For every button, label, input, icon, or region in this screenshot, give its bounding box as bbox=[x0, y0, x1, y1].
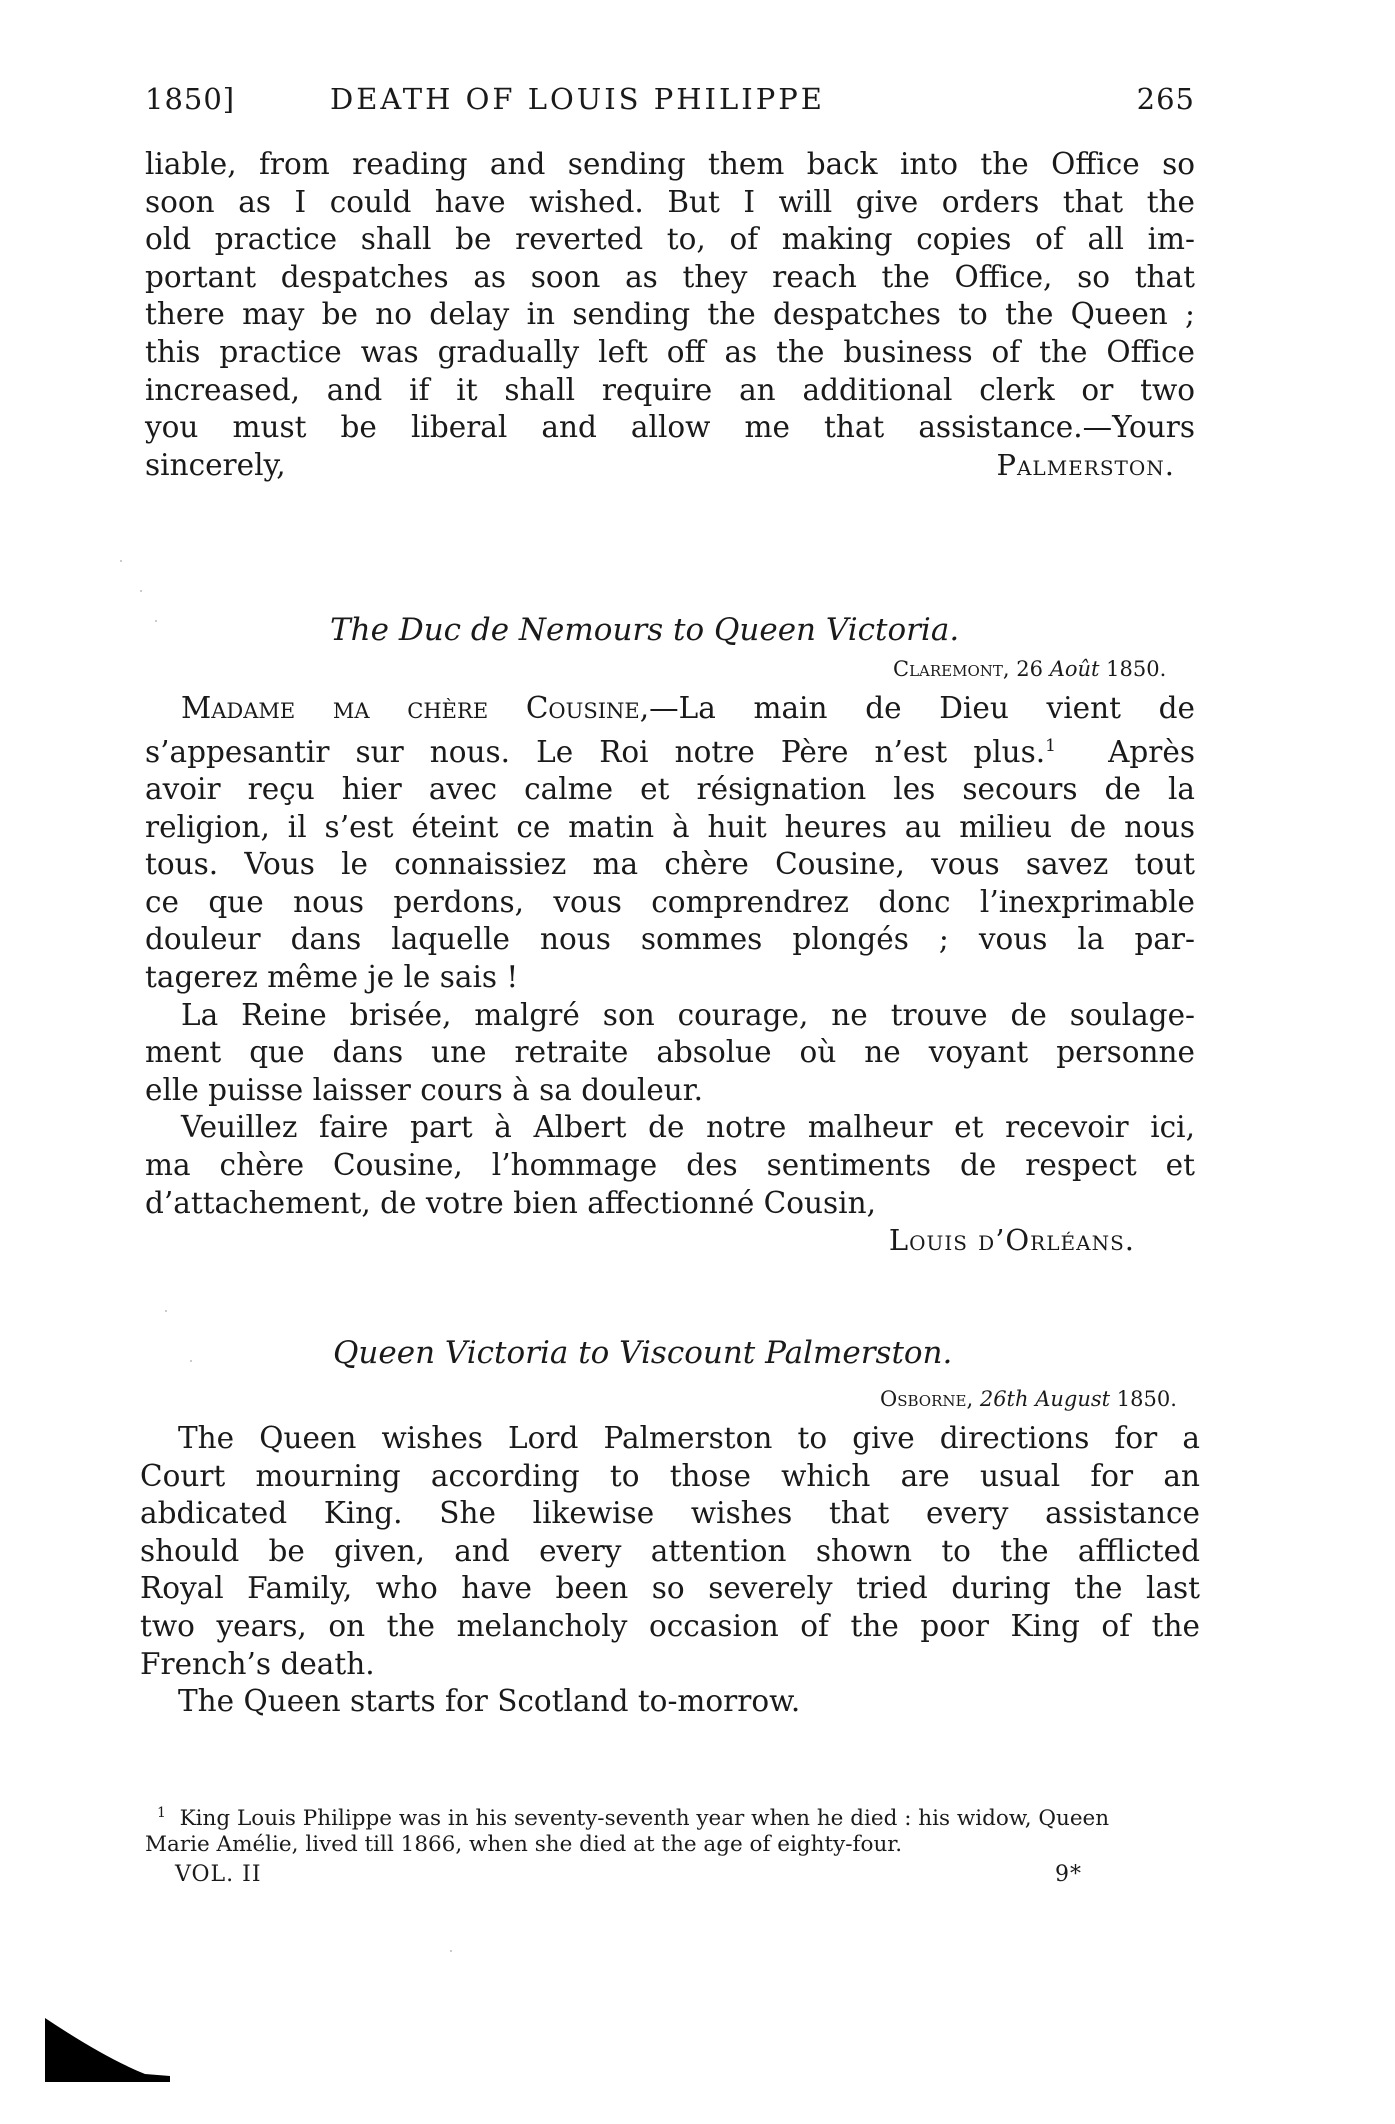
text-line: soon as I could have wished. But I will give orders that the bbox=[145, 184, 1195, 219]
text-fragment: s’appesantir sur nous. Le Roi notre Père n’est plus. bbox=[145, 734, 1046, 769]
page-edge-arrow-icon bbox=[45, 2018, 170, 2082]
closing: sincerely, bbox=[145, 447, 286, 482]
text-line: The Queen starts for Scotland to-morrow. bbox=[178, 1684, 801, 1719]
text-line bbox=[145, 690, 1195, 728]
scan-speck bbox=[120, 560, 122, 562]
page-number: 265 bbox=[1136, 82, 1195, 116]
text-line: d’attachement, de votre bien affectionné Cousin, bbox=[145, 1185, 876, 1220]
letter3-body bbox=[140, 1420, 1200, 1721]
text-line: portant despatches as soon as they reach the Office, so that bbox=[145, 259, 1195, 294]
text-line: tagerez même je le sais ! bbox=[145, 959, 519, 994]
salutation: Madame ma chère Cousine, bbox=[181, 691, 650, 725]
scan-speck bbox=[155, 620, 157, 622]
text-line: Royal Family, who have been so severely tried during the last bbox=[140, 1571, 1200, 1606]
dateline-day: 26th bbox=[979, 1387, 1029, 1411]
text-line: ma chère Cousine, l’hommage des sentiments de respect et bbox=[145, 1147, 1195, 1182]
text-line: The Queen wishes Lord Palmerston to give directions for a bbox=[178, 1421, 1200, 1455]
text-line: avoir reçu hier avec calme et résignation les secours de la bbox=[145, 772, 1195, 807]
text-line: should be given, and every attention shown to the afflicted bbox=[140, 1533, 1200, 1568]
text-line: religion, il s’est éteint ce matin à huit heures au milieu de nous bbox=[145, 809, 1195, 844]
dateline-year: 1850. bbox=[1116, 1387, 1177, 1411]
scan-speck bbox=[140, 590, 142, 592]
running-title: DEATH OF LOUIS PHILIPPE bbox=[330, 82, 825, 116]
arrow-shape bbox=[45, 2018, 170, 2082]
letter2-body bbox=[145, 690, 1195, 1260]
text-line: elle puisse laisser cours à sa douleur. bbox=[145, 1072, 704, 1107]
text-line: abdicated King. She likewise wishes that every assistance bbox=[140, 1496, 1200, 1531]
signature-palmerston: Palmerston. bbox=[996, 447, 1175, 482]
text-line: Court mourning according to those which are usual for an bbox=[140, 1458, 1200, 1493]
text-line: French’s death. bbox=[140, 1646, 375, 1681]
text-line: liable, from reading and sending them back into the Office so bbox=[145, 147, 1195, 181]
text-fragment: Après bbox=[1056, 734, 1195, 769]
dateline-place: Claremont, bbox=[893, 657, 1010, 681]
signature-louis-dorleans: Louis d’Orléans. bbox=[888, 1223, 1135, 1258]
footnote-line: Marie Amélie, lived till 1866, when she died at the age of eighty-four. bbox=[145, 1832, 903, 1858]
footnote-ref[interactable]: 1 bbox=[1045, 735, 1056, 756]
text-line: you must be liberal and allow me that assistance.—Yours bbox=[145, 410, 1195, 445]
text-line: there may be no delay in sending the despatches to the Queen ; bbox=[145, 297, 1195, 332]
text-line: this practice was gradually left off as the business of the Office bbox=[145, 334, 1195, 369]
letter2-heading: The Duc de Nemours to Queen Victoria. bbox=[330, 612, 960, 648]
letter1-body bbox=[145, 146, 1195, 484]
text-line: La Reine brisée, malgré son courage, ne trouve de soulage- bbox=[181, 997, 1195, 1032]
text-line: douleur dans laquelle nous sommes plongés ; vous la par- bbox=[145, 922, 1195, 957]
text-line: tous. Vous le connaissiez ma chère Cousine, vous savez tout bbox=[145, 847, 1195, 882]
footnote-text: King Louis Philippe was in his seventy-seventh year when he died : his widow, Queen bbox=[179, 1806, 1110, 1832]
running-header bbox=[145, 82, 1195, 116]
header-year: 1850] bbox=[145, 82, 236, 116]
text-line: two years, on the melancholy occasion of the poor King of the bbox=[140, 1608, 1200, 1643]
letter3-dateline bbox=[880, 1387, 1177, 1411]
letter2-dateline bbox=[893, 657, 1166, 681]
dateline-year: 1850. bbox=[1106, 657, 1167, 681]
sheet-signature: 9* bbox=[1055, 1862, 1082, 1887]
scan-speck bbox=[190, 1360, 192, 1362]
closing-line bbox=[145, 447, 1195, 485]
text-line: Veuillez faire part à Albert de notre malheur et recevoir ici, bbox=[181, 1110, 1195, 1145]
text-line: increased, and if it shall require an additional clerk or two bbox=[145, 372, 1195, 407]
text-line: ment que dans une retraite absolue où ne voyant personne bbox=[145, 1035, 1195, 1070]
text-line: ce que nous perdons, vous comprendrez donc l’inexprimable bbox=[145, 884, 1195, 919]
dateline-month: Août bbox=[1049, 657, 1100, 681]
footnote-line bbox=[145, 1800, 1195, 1832]
dateline-place: Osborne, bbox=[880, 1387, 974, 1411]
dateline-day: 26 bbox=[1016, 657, 1043, 681]
text-line bbox=[145, 728, 1195, 771]
volume-mark: VOL. II bbox=[175, 1862, 262, 1887]
scan-speck bbox=[450, 1950, 452, 1952]
signature-line bbox=[145, 1222, 1195, 1260]
letter3-heading: Queen Victoria to Viscount Palmerston. bbox=[333, 1335, 953, 1371]
footnote-marker: 1 bbox=[157, 1805, 166, 1821]
text-fragment: —La main de Dieu vient de bbox=[649, 691, 1196, 725]
text-line: old practice shall be reverted to, of making copies of all im- bbox=[145, 222, 1195, 257]
footnote bbox=[145, 1800, 1195, 1858]
dateline-month: August bbox=[1035, 1387, 1111, 1411]
scan-speck bbox=[165, 1310, 167, 1312]
